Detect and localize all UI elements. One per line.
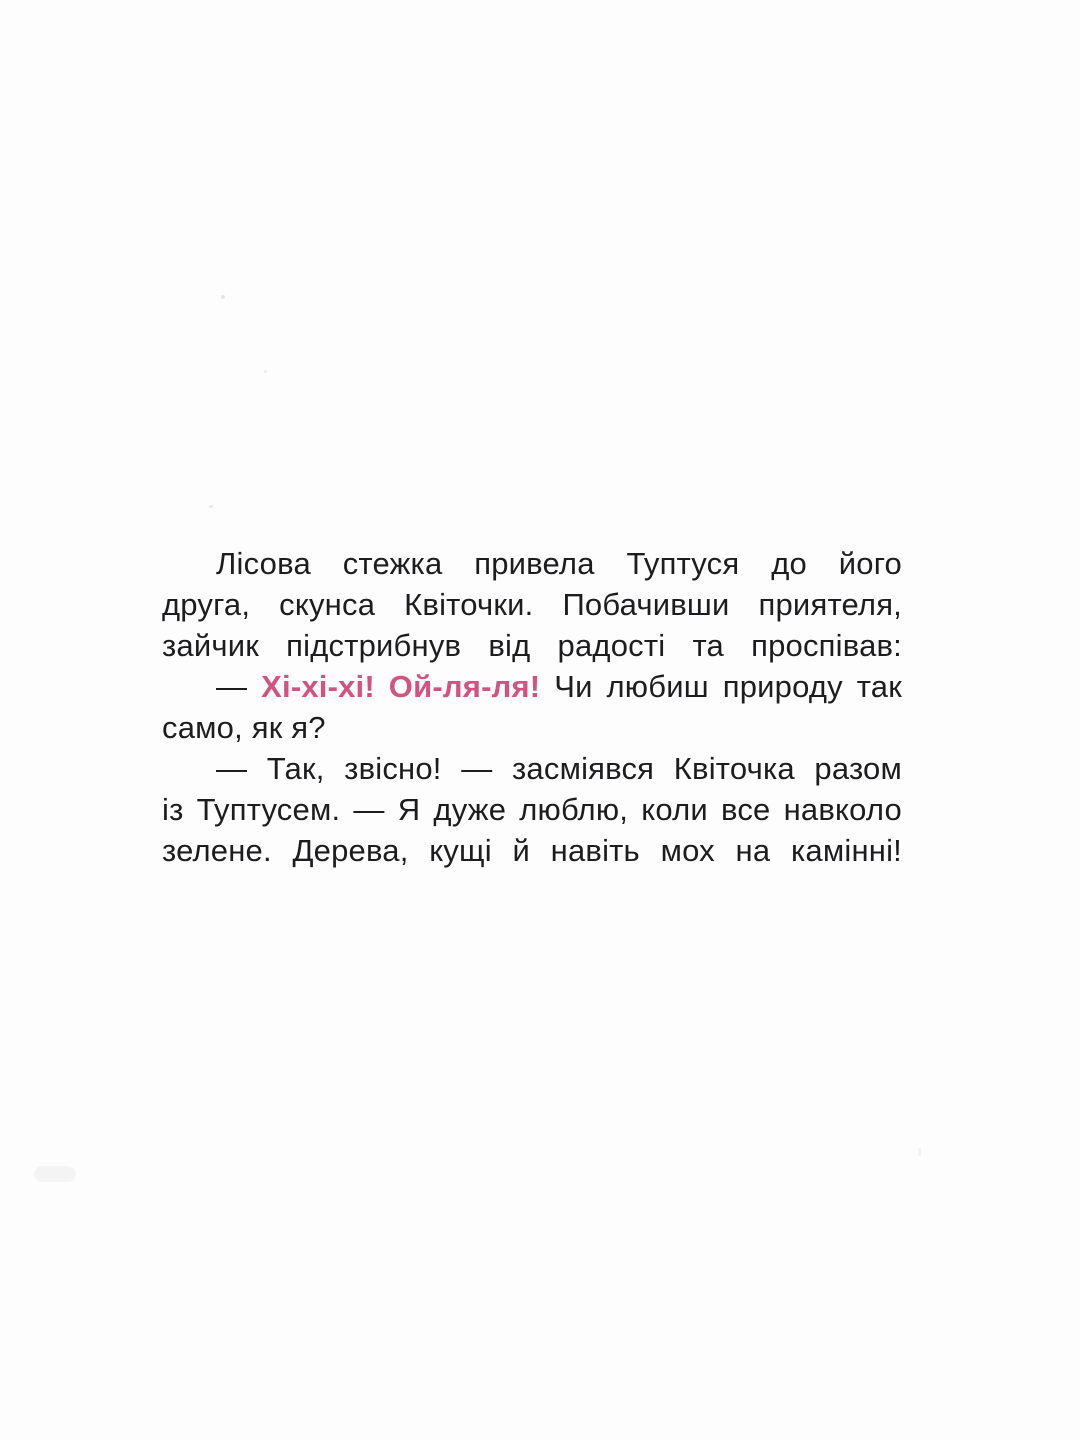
scan-speck bbox=[918, 1148, 921, 1156]
paragraph-dialogue-reply bbox=[162, 748, 902, 871]
scan-speck bbox=[209, 505, 213, 508]
story-text-block bbox=[162, 543, 902, 871]
song-highlight: Хі-хі-хі! Ой-ля-ля! bbox=[261, 669, 541, 704]
text-line: — Так, звісно! — засміявся Квіточка разом bbox=[216, 751, 902, 786]
scan-speck bbox=[264, 370, 267, 373]
text-line: само, як я? bbox=[162, 710, 326, 745]
paragraph-narration bbox=[162, 543, 902, 666]
text-line: зайчик підстрибнув від радості та проспівав: bbox=[162, 628, 902, 663]
paragraph-dialogue-song bbox=[162, 666, 902, 748]
scan-smudge bbox=[34, 1166, 76, 1182]
text-line: друга, скунса Квіточки. Побачивши приятеля, bbox=[162, 587, 902, 622]
text-line: із Туптусем. — Я дуже люблю, коли все навколо bbox=[162, 792, 902, 827]
text-line bbox=[162, 666, 902, 707]
text-line: зелене. Дерева, кущі й навіть мох на камінні! bbox=[162, 833, 902, 868]
scan-speck bbox=[221, 295, 225, 299]
dialogue-text: Чи любиш природу так bbox=[554, 669, 902, 704]
dialogue-dash: — bbox=[216, 669, 248, 704]
text-line: Лісова стежка привела Туптуся до його bbox=[216, 546, 902, 581]
